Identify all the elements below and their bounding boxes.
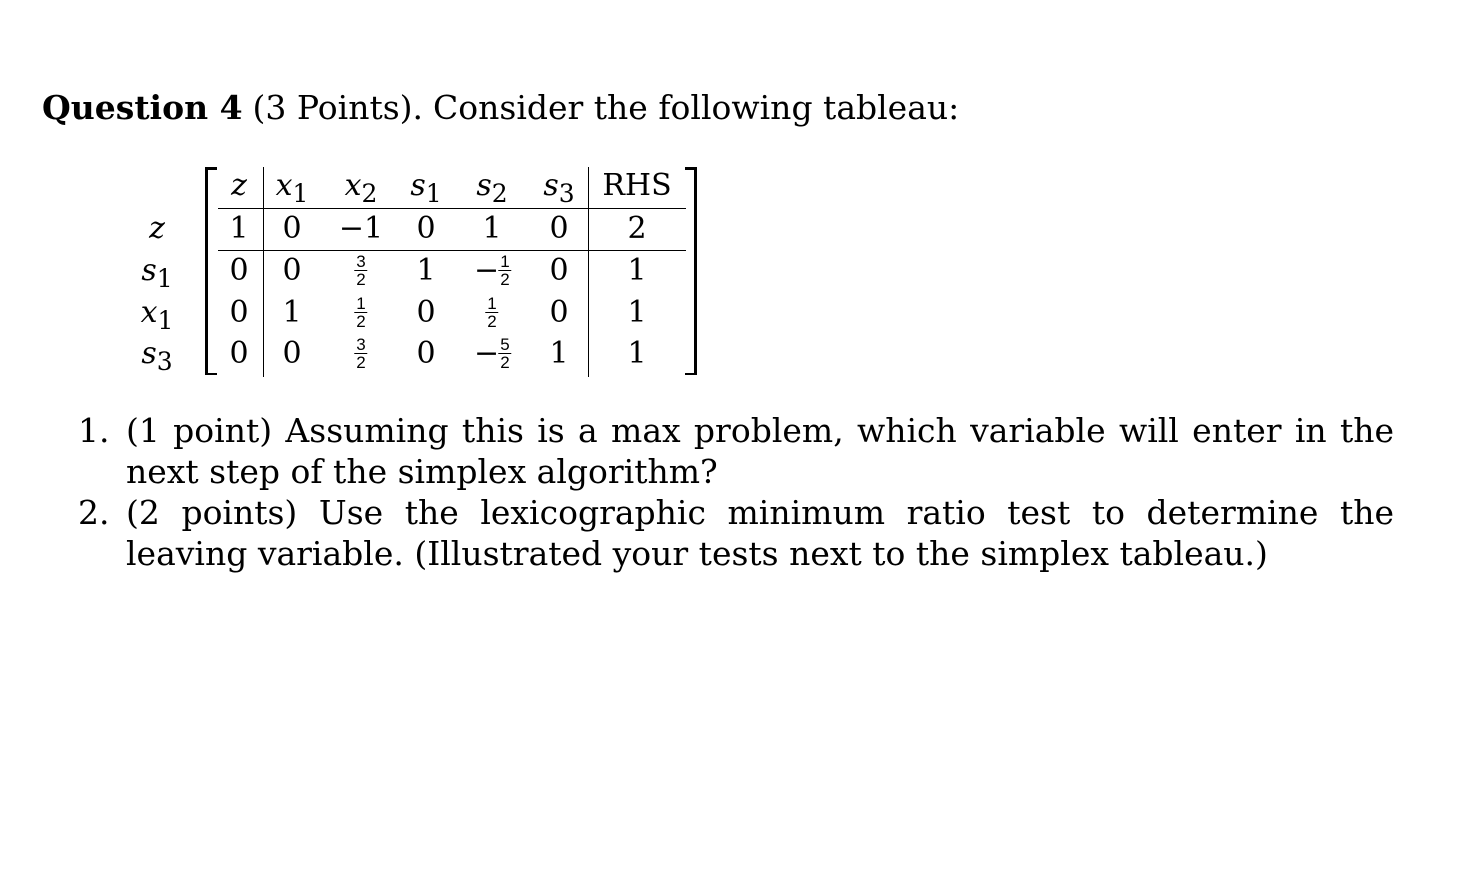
tableau-cell: 0 [416,336,436,371]
tableau-cell: 0 [229,336,249,371]
row-label-subscript: 1 [156,264,173,293]
tableau-cell: 1 [416,253,436,288]
column-header-symbol: x [275,168,293,203]
tableau-cell: 0 [282,211,302,246]
right-bracket-top [685,167,697,170]
question-points: (3 Points). [252,88,424,127]
simplex-tableau [0,0,1470,400]
tableau-cell: 1 [627,336,647,371]
row-label-subscript: 3 [156,347,173,376]
fraction-cell [485,295,498,330]
tableau-cell: 0 [282,336,302,371]
tableau-cell: 0 [229,253,249,288]
row-label [141,336,173,376]
row-label-symbol: x [140,295,158,330]
tableau-cell: 1 [482,211,502,246]
row-label-symbol: z [149,211,165,246]
fraction-denominator: 2 [356,312,366,331]
column-header-symbol: s [476,168,492,203]
question-item-text: (1 point) Assuming this is a max problem, which variable will enter in the next step of the simplex algorithm? [126,411,1394,491]
left-bracket [205,167,208,375]
fraction-numerator: 5 [500,335,510,354]
fraction-denominator: 2 [500,353,510,372]
column-header-subscript: 2 [491,179,508,208]
fraction-cell [498,336,511,371]
tableau-cell: 0 [282,253,302,288]
row-label-subscript: 1 [157,306,174,335]
tableau-cell: 1 [229,211,249,246]
tableau-cell: 0 [416,211,436,246]
fraction-denominator: 2 [487,312,497,331]
fraction-denominator: 2 [356,353,366,372]
column-header [231,169,247,203]
column-header-subscript: 1 [292,179,309,208]
column-header [410,168,442,208]
left-bracket-bottom [205,373,217,376]
tableau-cell: 0 [549,211,569,246]
right-bracket-bottom [685,373,697,376]
question-item-1 [78,410,1394,492]
fraction-numerator: 3 [356,335,366,354]
vertical-rule-rhs [588,167,589,377]
question-label: Question 4 [42,88,243,127]
question-number: 1. [78,411,110,450]
column-header-subscript: 2 [361,179,378,208]
fraction-cell [354,336,367,371]
left-bracket-top [205,167,217,170]
column-header-symbol: s [543,168,559,203]
column-header [543,168,575,208]
column-header [476,168,508,208]
question-item-text: (2 points) Use the lexicographic minimum ratio test to determine the leaving variable. (Illustrated your tests next to the simplex tableau.) [126,493,1394,573]
column-header-symbol: x [344,168,362,203]
fraction-numerator: 1 [356,294,366,313]
question-list [78,410,1394,574]
column-header-subscript: 3 [558,179,575,208]
fraction-numerator: 1 [500,252,510,271]
tableau-cell: −1 [338,211,384,246]
row-label [140,295,174,335]
minus-sign: − [474,336,500,371]
fraction-cell [354,253,367,288]
vertical-rule-z [263,167,264,377]
right-bracket [694,167,697,375]
fraction-numerator: 3 [356,252,366,271]
column-header-subscript: 1 [425,179,442,208]
row-label-symbol: s [141,253,157,288]
column-header-symbol: z [231,168,247,203]
fraction-cell [354,295,367,330]
question-item-2 [78,492,1394,574]
tableau-cell: 0 [416,295,436,330]
fraction-cell [498,253,511,288]
tableau-cell: 2 [627,211,647,246]
horizontal-rule-header [218,208,686,209]
fraction-denominator: 2 [500,270,510,289]
minus-sign: − [474,253,500,288]
question-text: Consider the following tableau: [433,88,960,127]
tableau-cell: 0 [549,295,569,330]
row-label [149,212,165,246]
question-number: 2. [78,493,110,532]
row-label [141,253,173,293]
fraction-denominator: 2 [356,270,366,289]
tableau-cell: 1 [627,253,647,288]
tableau-cell: 1 [627,295,647,330]
tableau-cell: 0 [549,253,569,288]
tableau-cell: 1 [549,336,569,371]
tableau-cell: 1 [282,295,302,330]
column-header: RHS [602,168,672,203]
column-header-symbol: s [410,168,426,203]
fraction-numerator: 1 [487,294,497,313]
horizontal-rule-objective [218,250,686,251]
column-header [275,168,309,208]
row-label-symbol: s [141,336,157,371]
column-header [344,168,378,208]
tableau-cell: 0 [229,295,249,330]
